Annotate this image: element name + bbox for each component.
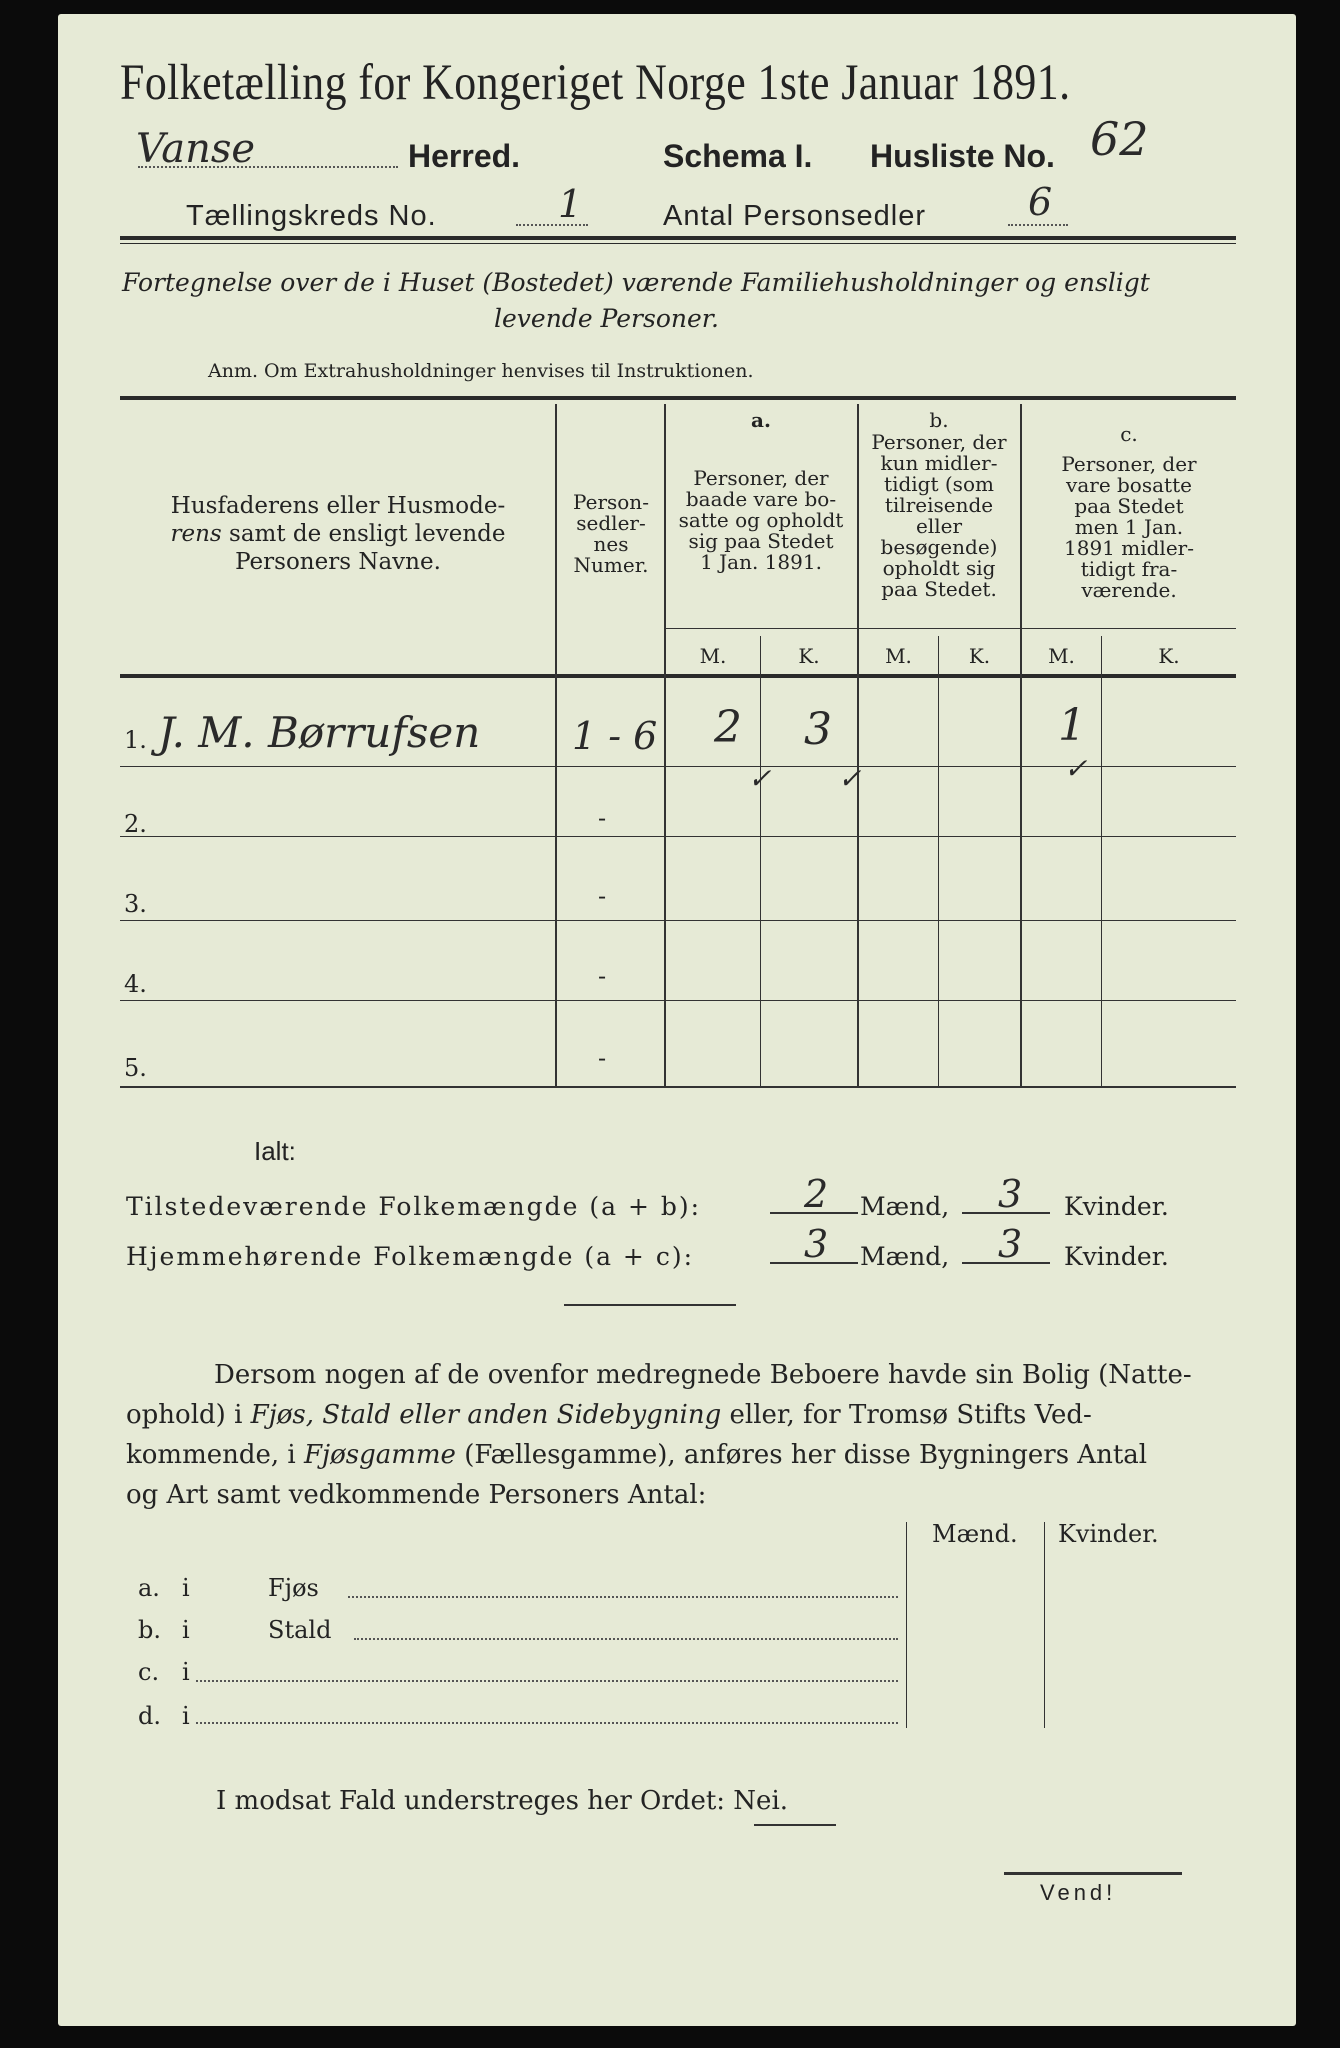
paragraph-line-4: og Art samt vedkommende Personers Antal:: [126, 1480, 707, 1510]
col-header-numer: [558, 492, 664, 576]
nei-underline: [754, 1824, 836, 1826]
col-header-line: Personer, der: [1061, 452, 1197, 476]
row-rule-2: [120, 836, 1236, 837]
kreds-value: 1: [558, 182, 583, 226]
building-row-letter: d.: [138, 1702, 161, 1730]
col-header-line: baade vare bo-: [685, 487, 837, 511]
vend-label: Vend!: [1040, 1880, 1117, 1905]
building-row-letter: b.: [138, 1616, 161, 1644]
col-header-line: 1891 midler-: [1064, 536, 1194, 560]
col-header-line: Personer, der: [693, 466, 829, 490]
maend-word: Mænd,: [860, 1242, 950, 1271]
hjemme-label: Hjemmehørende Folkemængde (a + c):: [126, 1242, 694, 1271]
col-header-c: [1022, 454, 1236, 601]
samt-word: rens: [170, 521, 230, 547]
vend-rule: [1004, 1872, 1182, 1875]
col-header-line: tilreisende: [884, 493, 994, 517]
col-header-line: Person-: [573, 490, 649, 514]
col-header-line: sedler-: [576, 511, 646, 535]
col-header-names-line: Husfaderens eller Husmode-: [170, 493, 506, 519]
building-row-letter: a.: [138, 1574, 160, 1602]
col-header-line: satte og opholdt: [678, 508, 844, 532]
header-rule-thin: [120, 243, 1236, 244]
paragraph-text: ophold) i: [126, 1400, 251, 1430]
tilstede-label: Tilstedeværende Folkemængde (a + b):: [126, 1192, 702, 1221]
col-a-k-label: K.: [798, 644, 820, 668]
building-row-prefix: i: [182, 1574, 190, 1602]
col-header-line: 1 Jan. 1891.: [700, 550, 822, 574]
col-b-letter: b.: [929, 408, 949, 432]
header-rule: [120, 236, 1236, 240]
col-divider-c-mk: [1101, 636, 1102, 1086]
intro-line-2: levende Personer.: [494, 304, 719, 333]
col-b-m-label: M.: [885, 644, 912, 668]
col-header-names-line: Personers Navne.: [235, 549, 441, 575]
col-header-line: nes: [593, 532, 629, 556]
building-row-dots: [354, 1638, 898, 1640]
kreds-label: Tællingskreds No.: [186, 200, 437, 232]
tilstede-maend: 2: [804, 1172, 829, 1216]
row-numer: -: [598, 882, 607, 910]
row-rule-5: [120, 1086, 1236, 1088]
tilstede-kvinder: 3: [998, 1172, 1023, 1216]
col-header-line: tidigt (som: [884, 472, 994, 496]
col-a-m-label: M.: [699, 644, 727, 668]
col-header-line: paa Stedet: [1074, 494, 1184, 518]
row-numer: -: [598, 804, 607, 832]
modsat-note: I modsat Fald understreges her Ordet: Nei.: [216, 1786, 789, 1816]
paragraph-line-2: [126, 1400, 1092, 1430]
row-a-k: 3: [804, 704, 832, 755]
kvinder-word: Kvinder.: [1064, 1192, 1169, 1221]
table-top-rule: [120, 396, 1236, 400]
col-header-b: [859, 432, 1019, 600]
husliste-label: Husliste No.: [870, 138, 1055, 174]
row-numer: -: [598, 962, 607, 990]
paragraph-italic: Fjøsgamme: [304, 1440, 456, 1470]
row-numer: 1 - 6: [572, 714, 658, 758]
census-form: [58, 14, 1296, 2026]
section-divider: [564, 1304, 736, 1306]
col-divider-1: [555, 404, 557, 1086]
buildings-maend-header: Mænd.: [932, 1520, 1018, 1548]
col-header-line: men 1 Jan.: [1074, 515, 1184, 539]
col-header-line: værende.: [1081, 578, 1177, 602]
hjemme-kvinder: 3: [998, 1222, 1023, 1266]
check-mark-icon: ✓: [748, 762, 772, 795]
col-c-m-label: M.: [1048, 644, 1075, 668]
herred-label: Herred.: [408, 138, 521, 174]
col-b-k-label: K.: [968, 644, 991, 668]
col-divider-b-mk: [938, 636, 939, 1086]
herred-value: Vanse: [136, 126, 256, 172]
col-header-line: Numer.: [573, 553, 649, 577]
buildings-divider-1: [906, 1522, 907, 1728]
col-c-letter: c.: [1120, 422, 1138, 446]
mk-subheader-rule: [664, 628, 1236, 629]
table-header-rule: [120, 674, 1236, 678]
paragraph-text: eller, for Tromsø Stifts Ved-: [721, 1400, 1092, 1430]
col-header-line: opholdt sig: [882, 556, 996, 580]
intro-line-1: Fortegnelse over de i Huset (Bostedet) værende Familiehusholdninger og ensligt: [122, 268, 1150, 297]
antal-label: Antal Personsedler: [663, 200, 927, 232]
husliste-value: 62: [1090, 112, 1149, 166]
col-header-line: sig paa Stedet: [688, 529, 834, 553]
check-mark-icon: ✓: [1064, 752, 1088, 785]
maend-word: Mænd,: [860, 1192, 950, 1221]
paragraph-line-3: [126, 1440, 1147, 1470]
row-a-m: 2: [714, 702, 742, 753]
buildings-divider-2: [1044, 1522, 1045, 1728]
row-number: 4.: [124, 970, 147, 998]
col-divider-a-mk: [760, 636, 761, 1086]
col-c-k-label: K.: [1158, 644, 1180, 668]
col-header-a: [666, 468, 856, 573]
building-row-letter: c.: [138, 1658, 160, 1686]
paragraph-text: kommende, i: [126, 1440, 304, 1470]
paragraph-italic: Fjøs, Stald eller anden Sidebygning: [250, 1400, 722, 1430]
col-header-line: besøgende): [880, 535, 998, 559]
form-title: Folketælling for Kongeriget Norge 1ste Januar 1891.: [120, 55, 1071, 111]
building-row-label: Stald: [268, 1616, 332, 1644]
building-row-dots: [348, 1596, 898, 1598]
row-name: J. M. Børrufsen: [158, 708, 481, 757]
col-header-line: tidigt fra-: [1080, 557, 1178, 581]
paragraph-line-1: Dersom nogen af de ovenfor medregnede Beboere havde sin Bolig (Natte-: [214, 1360, 1192, 1390]
building-row-prefix: i: [182, 1616, 190, 1644]
hjemme-maend: 3: [804, 1222, 829, 1266]
row-number: 5.: [124, 1054, 147, 1082]
check-mark-icon: ✓: [838, 762, 862, 795]
col-header-line: paa Stedet.: [881, 577, 997, 601]
antal-value: 6: [1028, 180, 1053, 224]
building-row-label: Fjøs: [268, 1574, 319, 1602]
building-row-prefix: i: [182, 1658, 190, 1686]
col-header-line: kun midler-: [880, 451, 998, 475]
row-number: 2.: [124, 810, 147, 838]
col-header-names: [128, 492, 548, 576]
building-row-prefix: i: [182, 1702, 190, 1730]
row-number: 3.: [124, 890, 147, 918]
col-header-line: eller: [915, 514, 963, 538]
anm-note: Anm. Om Extrahusholdninger henvises til Instruktionen.: [208, 360, 754, 382]
col-header-line: vare bosatte: [1066, 473, 1192, 497]
row-rule-4: [120, 1000, 1236, 1001]
col-header-line: Personer, der: [871, 430, 1007, 454]
col-a-letter: a.: [751, 408, 771, 432]
buildings-kvinder-header: Kvinder.: [1058, 1520, 1159, 1548]
paragraph-text: (Fællesgamme), anføres her disse Bygningers Antal: [455, 1440, 1148, 1470]
row-c-m: 1: [1058, 700, 1086, 751]
row-rule-3: [120, 920, 1236, 921]
ialt-label: Ialt:: [254, 1136, 296, 1166]
building-row-dots: [196, 1680, 898, 1682]
schema-label: Schema I.: [663, 138, 813, 174]
antal-dotted-line: [1008, 224, 1068, 226]
kvinder-word: Kvinder.: [1064, 1242, 1169, 1271]
herred-dotted-line: [138, 166, 398, 168]
row-number: 1.: [124, 726, 147, 754]
col-header-names-line: rens samt de ensligt levende: [170, 521, 506, 547]
row-numer: -: [598, 1044, 607, 1072]
building-row-dots: [196, 1722, 898, 1724]
